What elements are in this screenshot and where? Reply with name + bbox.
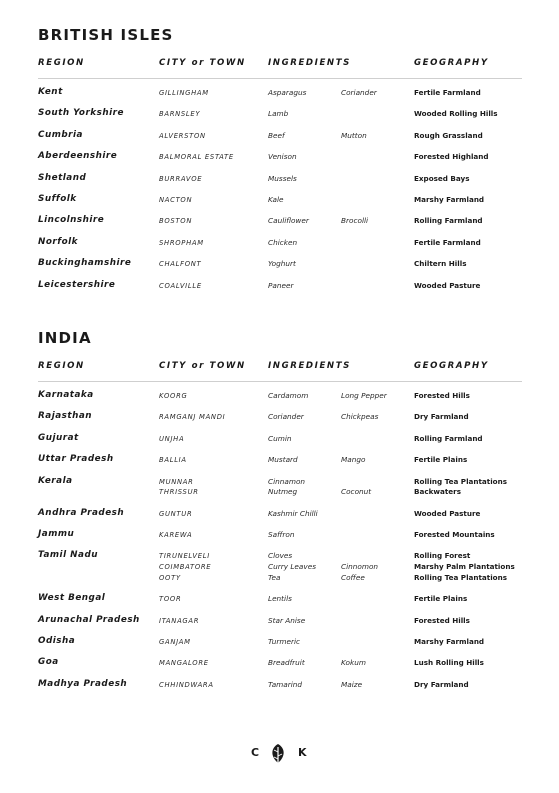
- city-name: [159, 616, 199, 627]
- ingredient-secondary: [341, 551, 378, 583]
- table-row: [38, 637, 522, 658]
- city-name-line: CHHINDWARA: [159, 680, 214, 689]
- region-name: [38, 107, 124, 119]
- ingredient: [268, 616, 305, 627]
- header-city: CITY or TOWN: [159, 361, 246, 371]
- table-row: [38, 391, 522, 412]
- ingredient-secondary: [341, 88, 377, 99]
- geography-line: Forested Hills: [414, 615, 470, 625]
- region-name-text: Buckinghamshire: [38, 258, 132, 269]
- geography: [414, 259, 466, 270]
- ingredient: [268, 551, 316, 583]
- city-name-line: THRISSUR: [159, 488, 199, 497]
- ingredient-secondary-line: Coriander: [341, 88, 377, 97]
- ingredient: [268, 391, 308, 402]
- ingredient-secondary: [341, 131, 367, 142]
- geography-line: Rolling Tea Plantations: [414, 572, 508, 582]
- ingredient-line: Curry Leaves: [268, 562, 316, 572]
- region-name-text: Madhya Pradesh: [38, 678, 128, 689]
- geography-line: Forested Hills: [414, 391, 470, 400]
- city-name: [159, 658, 209, 669]
- region-name-text: Goa: [38, 657, 59, 668]
- city-name-line: SHROPHAM: [159, 238, 204, 247]
- region-name: [38, 410, 92, 422]
- city-name-line: TOOR: [159, 595, 182, 604]
- city-name: [159, 434, 184, 445]
- city-name-line: UNJHA: [159, 434, 185, 443]
- geography: [414, 509, 480, 520]
- ingredient: [268, 131, 285, 142]
- ingredient: [268, 259, 296, 270]
- region-name: [38, 257, 131, 269]
- ingredient-line: Tamarind: [268, 679, 303, 689]
- region-name: [38, 678, 127, 690]
- region-name: [38, 172, 86, 184]
- geography: [414, 216, 483, 227]
- city-name-line: BOSTON: [159, 217, 193, 226]
- geography-line: Dry Farmland: [414, 679, 469, 689]
- geography-line: Forested Mountains: [414, 530, 495, 540]
- geography-line: Marshy Farmland: [414, 637, 485, 647]
- header-city: CITY or TOWN: [159, 58, 246, 68]
- city-name: [159, 594, 181, 605]
- ingredient-line: Asparagus: [268, 88, 307, 97]
- city-name-line: COIMBATORE: [159, 563, 212, 572]
- geography-line: Marshy Palm Plantations: [414, 562, 515, 572]
- city-name: [159, 530, 192, 541]
- table-row: [38, 281, 522, 302]
- geography-line: Wooded Pasture: [414, 280, 481, 290]
- ingredient: [268, 195, 284, 206]
- ingredient: [268, 434, 291, 445]
- region-name-text: South Yorkshire: [38, 108, 124, 119]
- ingredient-line: Chicken: [268, 237, 298, 247]
- ingredient-line: Beef: [268, 130, 285, 140]
- city-name: [159, 238, 204, 249]
- ingredient-secondary-line: [341, 551, 378, 562]
- header-geography: GEOGRAPHY: [414, 58, 489, 68]
- city-name-line: BALLIA: [159, 456, 187, 465]
- region-name-text: Kent: [38, 87, 63, 97]
- geography-line: Chiltern Hills: [414, 259, 467, 269]
- table-row: [38, 477, 522, 509]
- geography: [414, 281, 480, 292]
- city-name-line: MUNNAR: [159, 477, 194, 486]
- city-name: [159, 152, 234, 163]
- geography-line: Wooded Pasture: [414, 508, 481, 518]
- geography: [414, 477, 507, 498]
- table-row: [38, 616, 522, 637]
- table-row: [38, 109, 522, 130]
- table-row: [38, 455, 522, 476]
- region-name-text: Shetland: [38, 172, 87, 183]
- table-row: [38, 530, 522, 551]
- city-name-line: CHALFONT: [159, 260, 202, 269]
- region-name-text: Suffolk: [38, 193, 77, 204]
- table-row: [38, 238, 522, 259]
- footer-logo: [0, 745, 559, 765]
- city-name-line: TIRUNELVELI: [159, 552, 210, 561]
- geography-line: Rolling Forest: [414, 551, 471, 561]
- table-row: [38, 509, 522, 530]
- ingredient: [268, 530, 294, 541]
- geography-line: Forested Highland: [414, 152, 489, 162]
- geography-line: Fertile Farmland: [414, 88, 481, 97]
- ingredient-line: Lentils: [268, 594, 292, 604]
- region-name: [38, 475, 73, 487]
- ingredient-secondary-line: Cinnomon: [341, 562, 379, 572]
- logo-letter-right: K: [298, 746, 307, 759]
- geography-line: Dry Farmland: [414, 412, 469, 422]
- ingredient-secondary-line: Long Pepper: [341, 391, 387, 400]
- region-name: [38, 193, 77, 205]
- geography: [414, 88, 481, 99]
- ingredient-secondary: [341, 680, 362, 691]
- ingredient-line: Venison: [268, 152, 297, 162]
- geography-line: Backwaters: [414, 487, 461, 497]
- ingredient-secondary-line: Coconut: [341, 487, 372, 497]
- geography-line: Rolling Farmland: [414, 216, 483, 226]
- ingredient: [268, 477, 305, 498]
- ingredient-secondary-line: Maize: [341, 679, 363, 689]
- ingredient-line: Mussels: [268, 173, 297, 183]
- region-name-text: Cumbria: [38, 129, 83, 140]
- region-name-text: Leicestershire: [38, 279, 116, 290]
- ingredient-line: Yoghurt: [268, 259, 296, 269]
- city-name-line: KOORG: [159, 392, 188, 400]
- city-name-line: GANJAM: [159, 638, 191, 647]
- region-name-text: West Bengal: [38, 593, 106, 604]
- header-divider: [38, 381, 522, 382]
- ingredient-secondary-line: Mango: [341, 455, 366, 465]
- city-name-line: GILLINGHAM: [159, 89, 209, 97]
- ingredient-line: Cumin: [268, 433, 292, 443]
- ingredient-secondary: [341, 658, 366, 669]
- leaf-icon: [268, 743, 288, 769]
- geography-line: Rough Grassland: [414, 130, 483, 140]
- region-name: [38, 549, 98, 561]
- region-name: [38, 389, 94, 401]
- region-name-text: Rajasthan: [38, 411, 93, 422]
- table-row: [38, 259, 522, 280]
- ingredient: [268, 174, 297, 185]
- ingredient-line: Nutmeg: [268, 487, 298, 497]
- table-header: [38, 361, 522, 375]
- ingredient-secondary: [341, 412, 378, 423]
- section-title: INDIA: [38, 329, 92, 347]
- ingredient-line: Tea: [268, 572, 281, 582]
- ingredient: [268, 88, 306, 99]
- region-name: [38, 214, 104, 226]
- region-name: [38, 129, 83, 141]
- city-name-line: COALVILLE: [159, 281, 202, 290]
- ingredient-secondary-line: Coffee: [341, 572, 365, 582]
- geography-line: Rolling Farmland: [414, 433, 483, 443]
- ingredient-line: Cinnamon: [268, 476, 306, 486]
- ingredient: [268, 152, 297, 163]
- geography: [414, 109, 498, 120]
- region-name: [38, 528, 74, 540]
- table-row: [38, 594, 522, 615]
- city-name-line: NACTON: [159, 195, 193, 204]
- ingredient-line: Kale: [268, 194, 284, 204]
- city-name: [159, 509, 192, 520]
- ingredient-secondary-line: Mutton: [341, 130, 367, 140]
- table-rows: [38, 88, 522, 302]
- region-name-text: Arunachal Pradesh: [38, 614, 140, 625]
- region-name-text: Gujurat: [38, 432, 79, 443]
- geography: [414, 131, 483, 142]
- geography: [414, 391, 470, 402]
- city-name: [159, 174, 202, 185]
- logo-letter-left: C: [251, 746, 260, 759]
- geography: [414, 412, 469, 423]
- region-name-text: Kerala: [38, 475, 73, 486]
- header-region: REGION: [38, 361, 85, 371]
- ingredient-line: Cloves: [268, 551, 293, 561]
- ingredient: [268, 658, 305, 669]
- region-name: [38, 453, 114, 465]
- ingredient-line: Coriander: [268, 412, 304, 422]
- region-name: [38, 279, 115, 291]
- city-name: [159, 455, 187, 466]
- region-name: [38, 432, 79, 444]
- table-row: [38, 658, 522, 679]
- ingredient-secondary-line: Kokum: [341, 658, 366, 668]
- geography: [414, 594, 467, 605]
- city-name: [159, 477, 199, 498]
- city-name: [159, 88, 209, 99]
- region-name: [38, 635, 75, 647]
- table-row: [38, 216, 522, 237]
- ingredient: [268, 455, 298, 466]
- city-name: [159, 195, 192, 206]
- city-name-line: BALMORAL ESTATE: [159, 153, 234, 162]
- geography-line: Lush Rolling Hills: [414, 658, 484, 668]
- header-region: REGION: [38, 58, 85, 68]
- ingredient-line: Cardamom: [268, 391, 309, 400]
- ingredient-line: Paneer: [268, 280, 294, 290]
- region-name-text: Jammu: [38, 529, 75, 540]
- city-name: [159, 109, 200, 120]
- city-name-line: MANGALORE: [159, 659, 209, 668]
- geography: [414, 195, 484, 206]
- ingredient: [268, 412, 304, 423]
- header-divider: [38, 78, 522, 79]
- geography: [414, 434, 483, 445]
- table-row: [38, 434, 522, 455]
- geography-line: Rolling Tea Plantations: [414, 476, 508, 486]
- geography: [414, 530, 495, 541]
- table-row: [38, 680, 522, 701]
- region-name: [38, 656, 59, 668]
- ingredient-secondary-line: [341, 477, 371, 488]
- table-row: [38, 174, 522, 195]
- ingredient: [268, 637, 300, 648]
- region-name: [38, 507, 124, 519]
- ingredient-line: Breadfruit: [268, 658, 305, 668]
- ingredient: [268, 594, 292, 605]
- ingredient: [268, 109, 288, 120]
- ingredient-secondary: [341, 391, 387, 402]
- geography: [414, 174, 470, 185]
- ingredient: [268, 281, 293, 292]
- region-name: [38, 236, 78, 248]
- city-name-line: OOTY: [159, 573, 181, 582]
- city-name-line: RAMGANJ MANDI: [159, 413, 226, 422]
- section-india: [38, 328, 522, 701]
- region-name-text: Lincolnshire: [38, 215, 105, 226]
- city-name: [159, 412, 225, 423]
- region-name: [38, 86, 63, 98]
- header-ingredients: INGREDIENTS: [268, 58, 351, 68]
- ingredient-secondary-line: Chickpeas: [341, 412, 379, 422]
- table-row: [38, 412, 522, 433]
- city-name: [159, 259, 201, 270]
- table-row: [38, 152, 522, 173]
- ingredient-secondary: [341, 477, 371, 498]
- city-name-line: ALVERSTON: [159, 131, 206, 140]
- geography-line: Fertile Plains: [414, 594, 468, 604]
- city-name: [159, 131, 206, 142]
- geography: [414, 680, 469, 691]
- ingredient-secondary: [341, 455, 366, 466]
- ingredient: [268, 238, 297, 249]
- geography: [414, 637, 484, 648]
- ingredient-line: Cauliflower: [268, 216, 309, 226]
- city-name-line: BURRAVOE: [159, 174, 203, 183]
- geography: [414, 551, 515, 583]
- city-name-line: BARNSLEY: [159, 110, 201, 119]
- geography: [414, 616, 470, 627]
- geography-line: Wooded Rolling Hills: [414, 109, 498, 119]
- geography: [414, 455, 467, 466]
- city-name: [159, 637, 191, 648]
- geography-line: Marshy Farmland: [414, 194, 485, 204]
- geography-line: Exposed Bays: [414, 173, 470, 183]
- city-name: [159, 216, 192, 227]
- region-name-text: Karnataka: [38, 390, 94, 400]
- city-name: [159, 281, 202, 292]
- ingredient: [268, 509, 318, 520]
- section-title: BRITISH ISLES: [38, 26, 174, 44]
- section-british-isles: [38, 25, 522, 302]
- ingredient: [268, 680, 302, 691]
- ingredient-line: Star Anise: [268, 615, 306, 625]
- city-name: [159, 391, 187, 402]
- geography: [414, 152, 489, 163]
- region-name-text: Uttar Pradesh: [38, 454, 114, 465]
- header-ingredients: INGREDIENTS: [268, 361, 351, 371]
- geography: [414, 238, 481, 249]
- region-name-text: Tamil Nadu: [38, 550, 99, 561]
- region-name: [38, 592, 105, 604]
- geography: [414, 658, 484, 669]
- region-name-text: Norfolk: [38, 236, 78, 247]
- table-row: [38, 195, 522, 216]
- ingredient-line: Mustard: [268, 455, 298, 465]
- table-row: [38, 88, 522, 109]
- city-name-line: KAREWA: [159, 531, 193, 540]
- table-row: [38, 551, 522, 594]
- table-header: [38, 58, 522, 72]
- geography-line: Fertile Plains: [414, 455, 468, 465]
- city-name-line: GUNTUR: [159, 509, 193, 518]
- region-name: [38, 150, 117, 162]
- ingredient-line: Saffron: [268, 530, 295, 540]
- ingredient-line: Kashmir Chilli: [268, 508, 318, 518]
- city-name: [159, 551, 211, 583]
- header-geography: GEOGRAPHY: [414, 361, 489, 371]
- region-name: [38, 614, 140, 626]
- table-row: [38, 131, 522, 152]
- table-rows: [38, 391, 522, 701]
- ingredient: [268, 216, 309, 227]
- geography-line: Fertile Farmland: [414, 237, 481, 247]
- city-name-line: ITANAGAR: [159, 616, 200, 625]
- ingredient-secondary-line: Brocolli: [341, 216, 369, 226]
- ingredient-line: Turmeric: [268, 637, 300, 647]
- city-name: [159, 680, 214, 691]
- region-name-text: Aberdeenshire: [38, 151, 118, 162]
- ingredient-line: Lamb: [268, 109, 289, 119]
- region-name-text: Odisha: [38, 636, 76, 647]
- ingredient-secondary: [341, 216, 368, 227]
- region-name-text: Andhra Pradesh: [38, 507, 125, 518]
